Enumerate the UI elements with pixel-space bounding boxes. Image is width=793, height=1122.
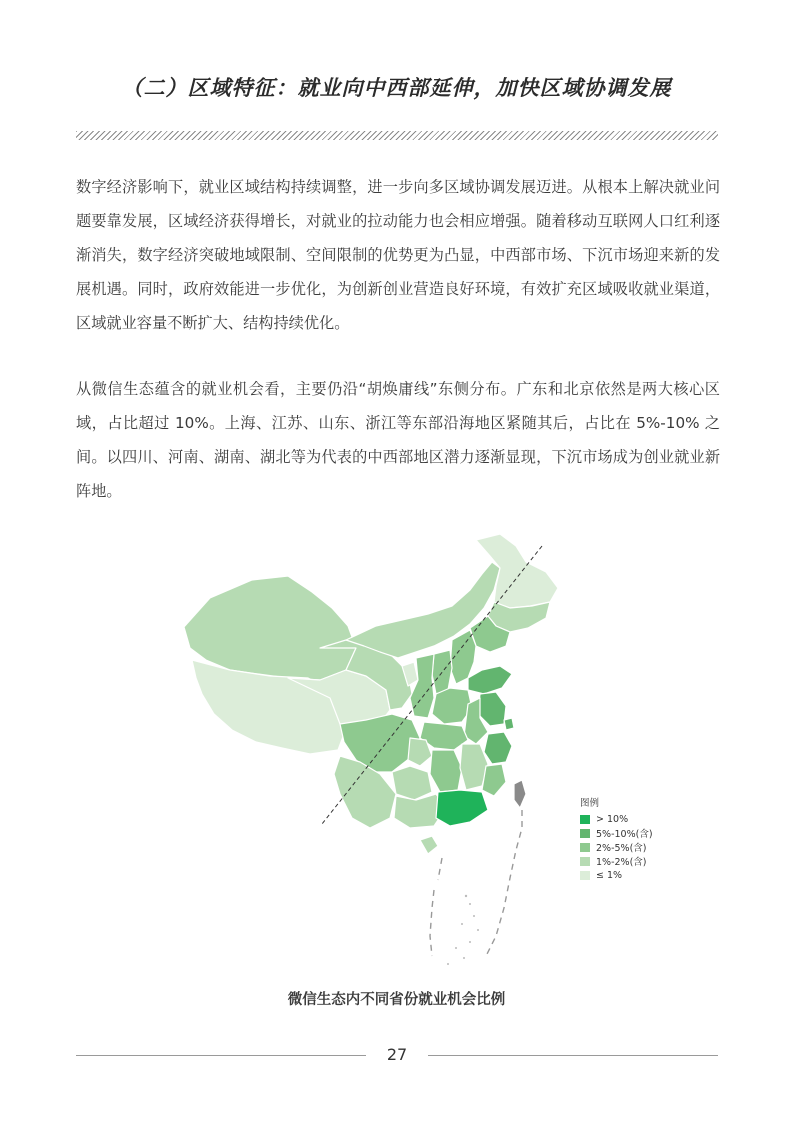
region-shanghai — [504, 718, 514, 730]
south-china-sea-boundary — [430, 810, 522, 956]
legend-item — [580, 854, 653, 868]
legend-label: 2%-5%(含) — [596, 843, 647, 854]
legend-item — [580, 826, 653, 840]
legend-item — [580, 868, 653, 882]
region-guizhou — [392, 766, 432, 800]
footer-rule-left — [76, 1055, 366, 1056]
region-taiwan — [514, 780, 526, 808]
region-shandong — [468, 666, 512, 694]
section-heading: （二）区域特征：就业向中西部延伸，加快区域协调发展 — [121, 76, 672, 100]
body-paragraph-1: 数字经济影响下，就业区域结构持续调整，进一步向多区域协调发展迈进。从根本上解决就业问题要靠发展，区域经济获得增长，对就业的拉动能力也会相应增强。随着移动互联网人口红利逐渐消失，数字经济突破地域限制、空间限制的优势更为凸显，中西部市场、下沉市场迎来新的发展机遇。同时，政府效能进一步优化，为创新创业营造良好环境，有效扩充区域吸收就业渠道，区域就业容量不断扩大、结构持续优化。 — [76, 178, 720, 332]
heading-divider — [76, 131, 718, 140]
legend-swatch — [580, 871, 590, 880]
region-zhejiang — [484, 732, 512, 764]
region-shanxi — [432, 650, 452, 694]
region-hunan — [430, 750, 462, 792]
region-hainan — [420, 836, 438, 854]
legend-swatch — [580, 843, 590, 852]
legend-label: 5%-10%(含) — [596, 829, 653, 840]
footer-rule-right — [428, 1055, 718, 1056]
legend-label: ≤ 1% — [596, 869, 623, 881]
legend-item — [580, 812, 653, 826]
legend-label: 1%-2%(含) — [596, 857, 647, 868]
map-legend — [580, 795, 653, 882]
legend-title: 图例 — [580, 798, 600, 809]
region-guangdong — [436, 790, 488, 826]
legend-label: > 10% — [596, 813, 629, 825]
figure-caption: 微信生态内不同省份就业机会比例 — [287, 992, 506, 1008]
region-fujian — [482, 764, 506, 796]
body-paragraph-2: 从微信生态蕴含的就业机会看，主要仍沿“胡焕庸线”东侧分布。广东和北京依然是两大核心区域，占比超过 10%。上海、江苏、山东、浙江等东部沿海地区紧随其后，占比在 5%-10% 之间。以四川、河南、湖南、湖北等为代表的中西部地区潜力逐渐显现，下沉市场成为创业就业新阵地。 — [76, 380, 720, 500]
china-province-map — [170, 528, 590, 978]
legend-swatch — [580, 857, 590, 866]
page-number: 27 — [386, 1045, 408, 1064]
legend-swatch — [580, 815, 590, 824]
legend-swatch — [580, 829, 590, 838]
legend-item — [580, 840, 653, 854]
